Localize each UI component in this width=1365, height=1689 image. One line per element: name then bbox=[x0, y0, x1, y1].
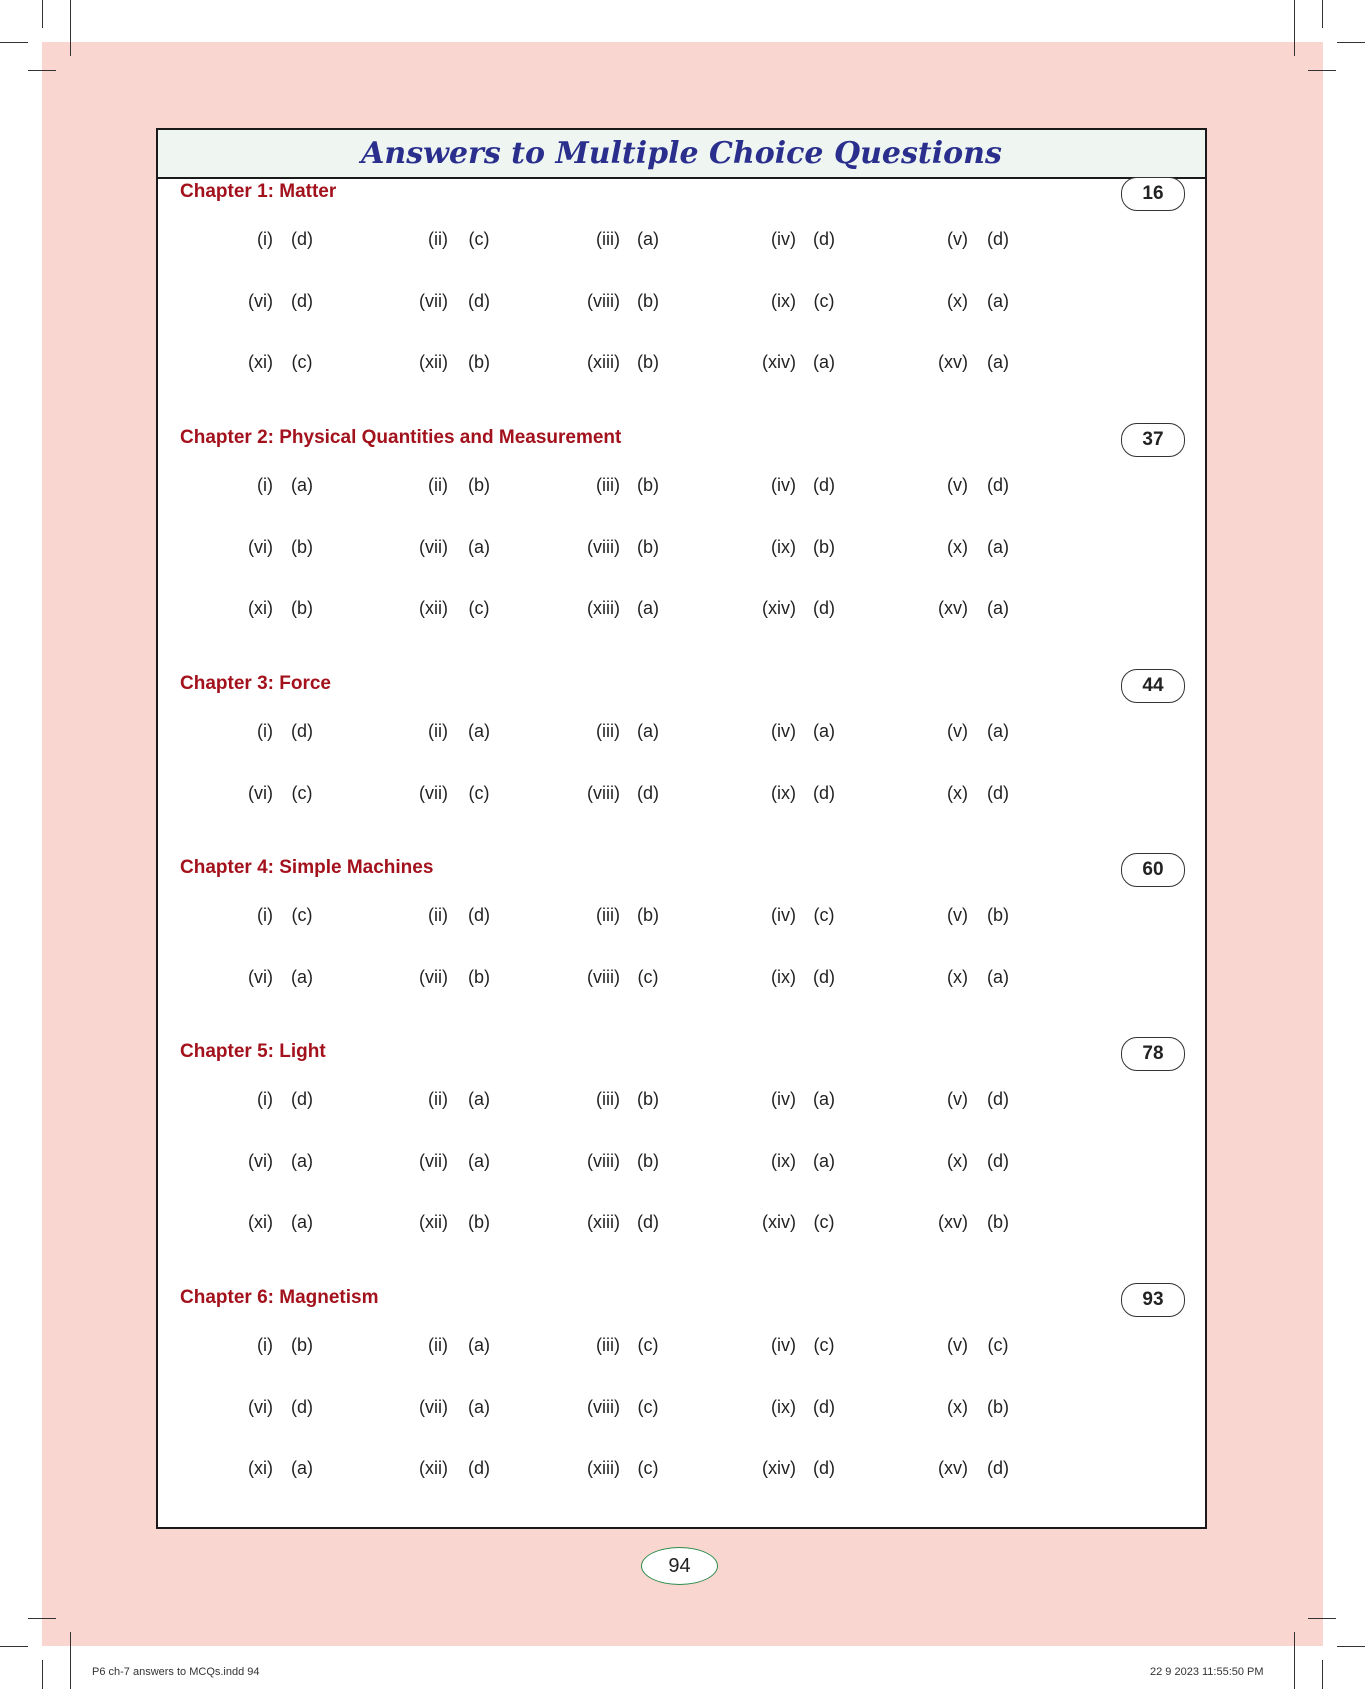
question-number: (xiii) bbox=[587, 598, 620, 618]
answer-option: (d) bbox=[813, 229, 835, 249]
answer-option: (b) bbox=[468, 966, 490, 987]
question-number: (ii) bbox=[428, 475, 448, 495]
answer-option: (d) bbox=[637, 1212, 659, 1232]
question-number: (viii) bbox=[587, 536, 620, 557]
question-number: (i) bbox=[257, 229, 273, 249]
question-number: (xi) bbox=[248, 352, 273, 372]
answer-option: (b) bbox=[637, 1150, 659, 1171]
chapter-page-badge: 16 bbox=[1121, 177, 1185, 211]
answer-option: (a) bbox=[637, 598, 659, 618]
crop-mark bbox=[1294, 0, 1295, 56]
answer-option: (a) bbox=[468, 1396, 490, 1417]
chapter-title: Chapter 4: Simple Machines bbox=[180, 857, 434, 878]
answer-option: (b) bbox=[291, 1335, 313, 1355]
chapter-title: Chapter 6: Magnetism bbox=[180, 1287, 379, 1308]
answer-row bbox=[158, 1085, 1205, 1113]
answer-option: (c) bbox=[468, 598, 490, 618]
question-number: (xi) bbox=[248, 1458, 273, 1478]
answer-option: (b) bbox=[468, 1212, 490, 1232]
question-number: (xiv) bbox=[762, 598, 796, 618]
crop-mark bbox=[70, 1632, 71, 1689]
question-number: (vi) bbox=[248, 782, 273, 803]
question-number: (iii) bbox=[596, 475, 620, 495]
question-number: (ii) bbox=[428, 905, 448, 925]
question-number: (ix) bbox=[771, 1150, 796, 1171]
question-number: (viii) bbox=[587, 290, 620, 311]
answers-box bbox=[156, 128, 1207, 1529]
chapter-header bbox=[180, 1037, 1185, 1071]
answer-option: (a) bbox=[468, 721, 490, 741]
answer-option: (c) bbox=[637, 1458, 659, 1478]
answer-option: (b) bbox=[291, 536, 313, 557]
question-number: (iv) bbox=[771, 721, 796, 741]
answer-option: (b) bbox=[637, 352, 659, 372]
answer-option: (d) bbox=[987, 1089, 1009, 1109]
answer-option: (a) bbox=[813, 352, 835, 372]
crop-mark bbox=[28, 70, 56, 71]
question-number: (xii) bbox=[419, 352, 448, 372]
question-number: (v) bbox=[947, 1335, 968, 1355]
answer-option: (c) bbox=[637, 966, 659, 987]
answer-option: (c) bbox=[291, 782, 313, 803]
answer-option: (a) bbox=[813, 721, 835, 741]
question-number: (xi) bbox=[248, 598, 273, 618]
crop-mark bbox=[1308, 1618, 1336, 1619]
answer-option: (a) bbox=[291, 1212, 313, 1232]
question-number: (x) bbox=[947, 1150, 968, 1171]
answer-option: (a) bbox=[468, 1089, 490, 1109]
question-number: (x) bbox=[947, 782, 968, 803]
answer-option: (a) bbox=[637, 229, 659, 249]
answer-option: (a) bbox=[291, 1150, 313, 1171]
answer-option: (b) bbox=[987, 1396, 1009, 1417]
question-number: (ix) bbox=[771, 1396, 796, 1417]
question-number: (vi) bbox=[248, 1396, 273, 1417]
question-number: (vi) bbox=[248, 290, 273, 311]
answer-option: (d) bbox=[291, 229, 313, 249]
answer-option: (d) bbox=[468, 1458, 490, 1478]
chapter-page-badge: 93 bbox=[1121, 1283, 1185, 1317]
chapter-title: Chapter 3: Force bbox=[180, 673, 331, 694]
answer-option: (d) bbox=[468, 290, 490, 311]
question-number: (vi) bbox=[248, 966, 273, 987]
answer-option: (a) bbox=[987, 598, 1009, 618]
question-number: (iv) bbox=[771, 1335, 796, 1355]
answer-option: (b) bbox=[987, 905, 1009, 925]
answer-option: (c) bbox=[637, 1335, 659, 1355]
question-number: (vii) bbox=[419, 290, 448, 311]
chapter-header bbox=[180, 853, 1185, 887]
question-number: (xiii) bbox=[587, 1212, 620, 1232]
question-number: (viii) bbox=[587, 1150, 620, 1171]
answer-option: (d) bbox=[468, 905, 490, 925]
crop-mark bbox=[28, 1618, 56, 1619]
question-number: (viii) bbox=[587, 782, 620, 803]
chapter-header bbox=[180, 1283, 1185, 1317]
answer-option: (b) bbox=[637, 1089, 659, 1109]
chapter-header bbox=[180, 423, 1185, 457]
question-number: (i) bbox=[257, 475, 273, 495]
question-number: (vii) bbox=[419, 1150, 448, 1171]
question-number: (iii) bbox=[596, 1335, 620, 1355]
answer-option: (b) bbox=[637, 905, 659, 925]
slug-file-info: P6 ch-7 answers to MCQs.indd 94 bbox=[92, 1666, 260, 1678]
answer-row bbox=[158, 1454, 1205, 1482]
answer-option: (c) bbox=[291, 352, 313, 372]
answer-option: (b) bbox=[291, 598, 313, 618]
question-number: (viii) bbox=[587, 1396, 620, 1417]
chapter-page-badge: 44 bbox=[1121, 669, 1185, 703]
answer-option: (d) bbox=[637, 782, 659, 803]
slug-timestamp: 22 9 2023 11:55:50 PM bbox=[1150, 1666, 1264, 1678]
answer-option: (c) bbox=[637, 1396, 659, 1417]
question-number: (iii) bbox=[596, 229, 620, 249]
answer-row bbox=[158, 1393, 1205, 1421]
answer-option: (b) bbox=[813, 536, 835, 557]
question-number: (iv) bbox=[771, 229, 796, 249]
question-number: (vii) bbox=[419, 536, 448, 557]
question-number: (x) bbox=[947, 966, 968, 987]
question-number: (v) bbox=[947, 475, 968, 495]
answer-option: (a) bbox=[468, 1150, 490, 1171]
question-number: (iii) bbox=[596, 1089, 620, 1109]
answer-option: (c) bbox=[468, 782, 490, 803]
question-number: (i) bbox=[257, 721, 273, 741]
answer-option: (a) bbox=[813, 1150, 835, 1171]
question-number: (iii) bbox=[596, 905, 620, 925]
question-number: (iii) bbox=[596, 721, 620, 741]
answer-option: (a) bbox=[987, 536, 1009, 557]
crop-mark bbox=[1337, 1646, 1365, 1647]
answer-option: (c) bbox=[987, 1335, 1009, 1355]
page-title: Answers to Multiple Choice Questions bbox=[361, 136, 1002, 171]
answer-row bbox=[158, 471, 1205, 499]
answer-option: (c) bbox=[813, 1335, 835, 1355]
question-number: (vi) bbox=[248, 536, 273, 557]
chapter-page-badge: 37 bbox=[1121, 423, 1185, 457]
question-number: (iv) bbox=[771, 1089, 796, 1109]
question-number: (xi) bbox=[248, 1212, 273, 1232]
answer-row bbox=[158, 717, 1205, 745]
answer-option: (b) bbox=[468, 475, 490, 495]
answer-option: (d) bbox=[987, 782, 1009, 803]
crop-mark bbox=[0, 1646, 28, 1647]
question-number: (vii) bbox=[419, 1396, 448, 1417]
question-number: (xv) bbox=[938, 352, 968, 372]
answer-row bbox=[158, 901, 1205, 929]
answer-row bbox=[158, 779, 1205, 807]
answer-option: (b) bbox=[637, 290, 659, 311]
question-number: (xiii) bbox=[587, 352, 620, 372]
answer-option: (a) bbox=[637, 721, 659, 741]
answer-option: (b) bbox=[637, 475, 659, 495]
question-number: (xv) bbox=[938, 1458, 968, 1478]
answer-option: (a) bbox=[987, 721, 1009, 741]
question-number: (ix) bbox=[771, 966, 796, 987]
answer-row bbox=[158, 348, 1205, 376]
question-number: (i) bbox=[257, 905, 273, 925]
answer-option: (d) bbox=[291, 1396, 313, 1417]
crop-mark bbox=[70, 0, 71, 56]
question-number: (xiv) bbox=[762, 1458, 796, 1478]
question-number: (ii) bbox=[428, 721, 448, 741]
question-number: (v) bbox=[947, 229, 968, 249]
title-bar bbox=[158, 130, 1205, 179]
answer-option: (b) bbox=[637, 536, 659, 557]
answer-option: (d) bbox=[987, 229, 1009, 249]
question-number: (ii) bbox=[428, 229, 448, 249]
answer-option: (d) bbox=[813, 782, 835, 803]
question-number: (xii) bbox=[419, 1458, 448, 1478]
answer-option: (c) bbox=[813, 290, 835, 311]
question-number: (vi) bbox=[248, 1150, 273, 1171]
question-number: (xiv) bbox=[762, 1212, 796, 1232]
question-number: (viii) bbox=[587, 966, 620, 987]
answer-option: (a) bbox=[468, 1335, 490, 1355]
question-number: (xiv) bbox=[762, 352, 796, 372]
answer-option: (b) bbox=[468, 352, 490, 372]
answer-option: (a) bbox=[987, 352, 1009, 372]
answer-option: (d) bbox=[813, 598, 835, 618]
question-number: (iv) bbox=[771, 475, 796, 495]
question-number: (v) bbox=[947, 905, 968, 925]
question-number: (xii) bbox=[419, 1212, 448, 1232]
question-number: (v) bbox=[947, 1089, 968, 1109]
answer-option: (d) bbox=[987, 1458, 1009, 1478]
crop-mark bbox=[42, 0, 43, 28]
answer-option: (d) bbox=[291, 290, 313, 311]
answer-option: (a) bbox=[468, 536, 490, 557]
answer-option: (c) bbox=[813, 905, 835, 925]
chapter-title: Chapter 1: Matter bbox=[180, 181, 337, 202]
answer-row bbox=[158, 1331, 1205, 1359]
question-number: (x) bbox=[947, 1396, 968, 1417]
crop-mark bbox=[1322, 1660, 1323, 1689]
question-number: (ii) bbox=[428, 1089, 448, 1109]
answer-option: (d) bbox=[813, 1458, 835, 1478]
crop-mark bbox=[0, 42, 28, 43]
answer-option: (a) bbox=[813, 1089, 835, 1109]
answer-option: (d) bbox=[987, 475, 1009, 495]
answer-option: (c) bbox=[813, 1212, 835, 1232]
answer-row bbox=[158, 533, 1205, 561]
question-number: (xiii) bbox=[587, 1458, 620, 1478]
answer-option: (a) bbox=[987, 290, 1009, 311]
question-number: (xv) bbox=[938, 598, 968, 618]
question-number: (ix) bbox=[771, 536, 796, 557]
answer-option: (c) bbox=[468, 229, 490, 249]
answer-option: (d) bbox=[813, 966, 835, 987]
question-number: (xv) bbox=[938, 1212, 968, 1232]
question-number: (i) bbox=[257, 1089, 273, 1109]
answer-option: (d) bbox=[987, 1150, 1009, 1171]
crop-mark bbox=[1337, 42, 1365, 43]
answer-option: (a) bbox=[291, 475, 313, 495]
answer-option: (c) bbox=[291, 905, 313, 925]
crop-mark bbox=[1294, 1632, 1295, 1689]
crop-mark bbox=[1322, 0, 1323, 28]
answer-row bbox=[158, 594, 1205, 622]
question-number: (xii) bbox=[419, 598, 448, 618]
answer-row bbox=[158, 963, 1205, 991]
crop-mark bbox=[42, 1660, 43, 1689]
question-number: (iv) bbox=[771, 905, 796, 925]
question-number: (v) bbox=[947, 721, 968, 741]
answer-option: (d) bbox=[813, 475, 835, 495]
crop-mark bbox=[1308, 70, 1336, 71]
question-number: (vii) bbox=[419, 782, 448, 803]
answer-row bbox=[158, 225, 1205, 253]
question-number: (ix) bbox=[771, 782, 796, 803]
answer-row bbox=[158, 1208, 1205, 1236]
answer-option: (b) bbox=[987, 1212, 1009, 1232]
page-number: 94 bbox=[641, 1547, 718, 1585]
answer-option: (d) bbox=[291, 1089, 313, 1109]
question-number: (x) bbox=[947, 290, 968, 311]
chapter-page-badge: 60 bbox=[1121, 853, 1185, 887]
answer-row bbox=[158, 287, 1205, 315]
question-number: (ix) bbox=[771, 290, 796, 311]
question-number: (ii) bbox=[428, 1335, 448, 1355]
question-number: (i) bbox=[257, 1335, 273, 1355]
chapter-header bbox=[180, 669, 1185, 703]
answer-option: (a) bbox=[291, 966, 313, 987]
question-number: (vii) bbox=[419, 966, 448, 987]
answer-option: (a) bbox=[291, 1458, 313, 1478]
answer-option: (d) bbox=[291, 721, 313, 741]
chapter-title: Chapter 5: Light bbox=[180, 1041, 326, 1062]
chapter-title: Chapter 2: Physical Quantities and Measurement bbox=[180, 427, 622, 448]
chapter-header bbox=[180, 177, 1185, 211]
answer-row bbox=[158, 1147, 1205, 1175]
chapter-page-badge: 78 bbox=[1121, 1037, 1185, 1071]
question-number: (x) bbox=[947, 536, 968, 557]
answer-option: (a) bbox=[987, 966, 1009, 987]
answer-option: (d) bbox=[813, 1396, 835, 1417]
